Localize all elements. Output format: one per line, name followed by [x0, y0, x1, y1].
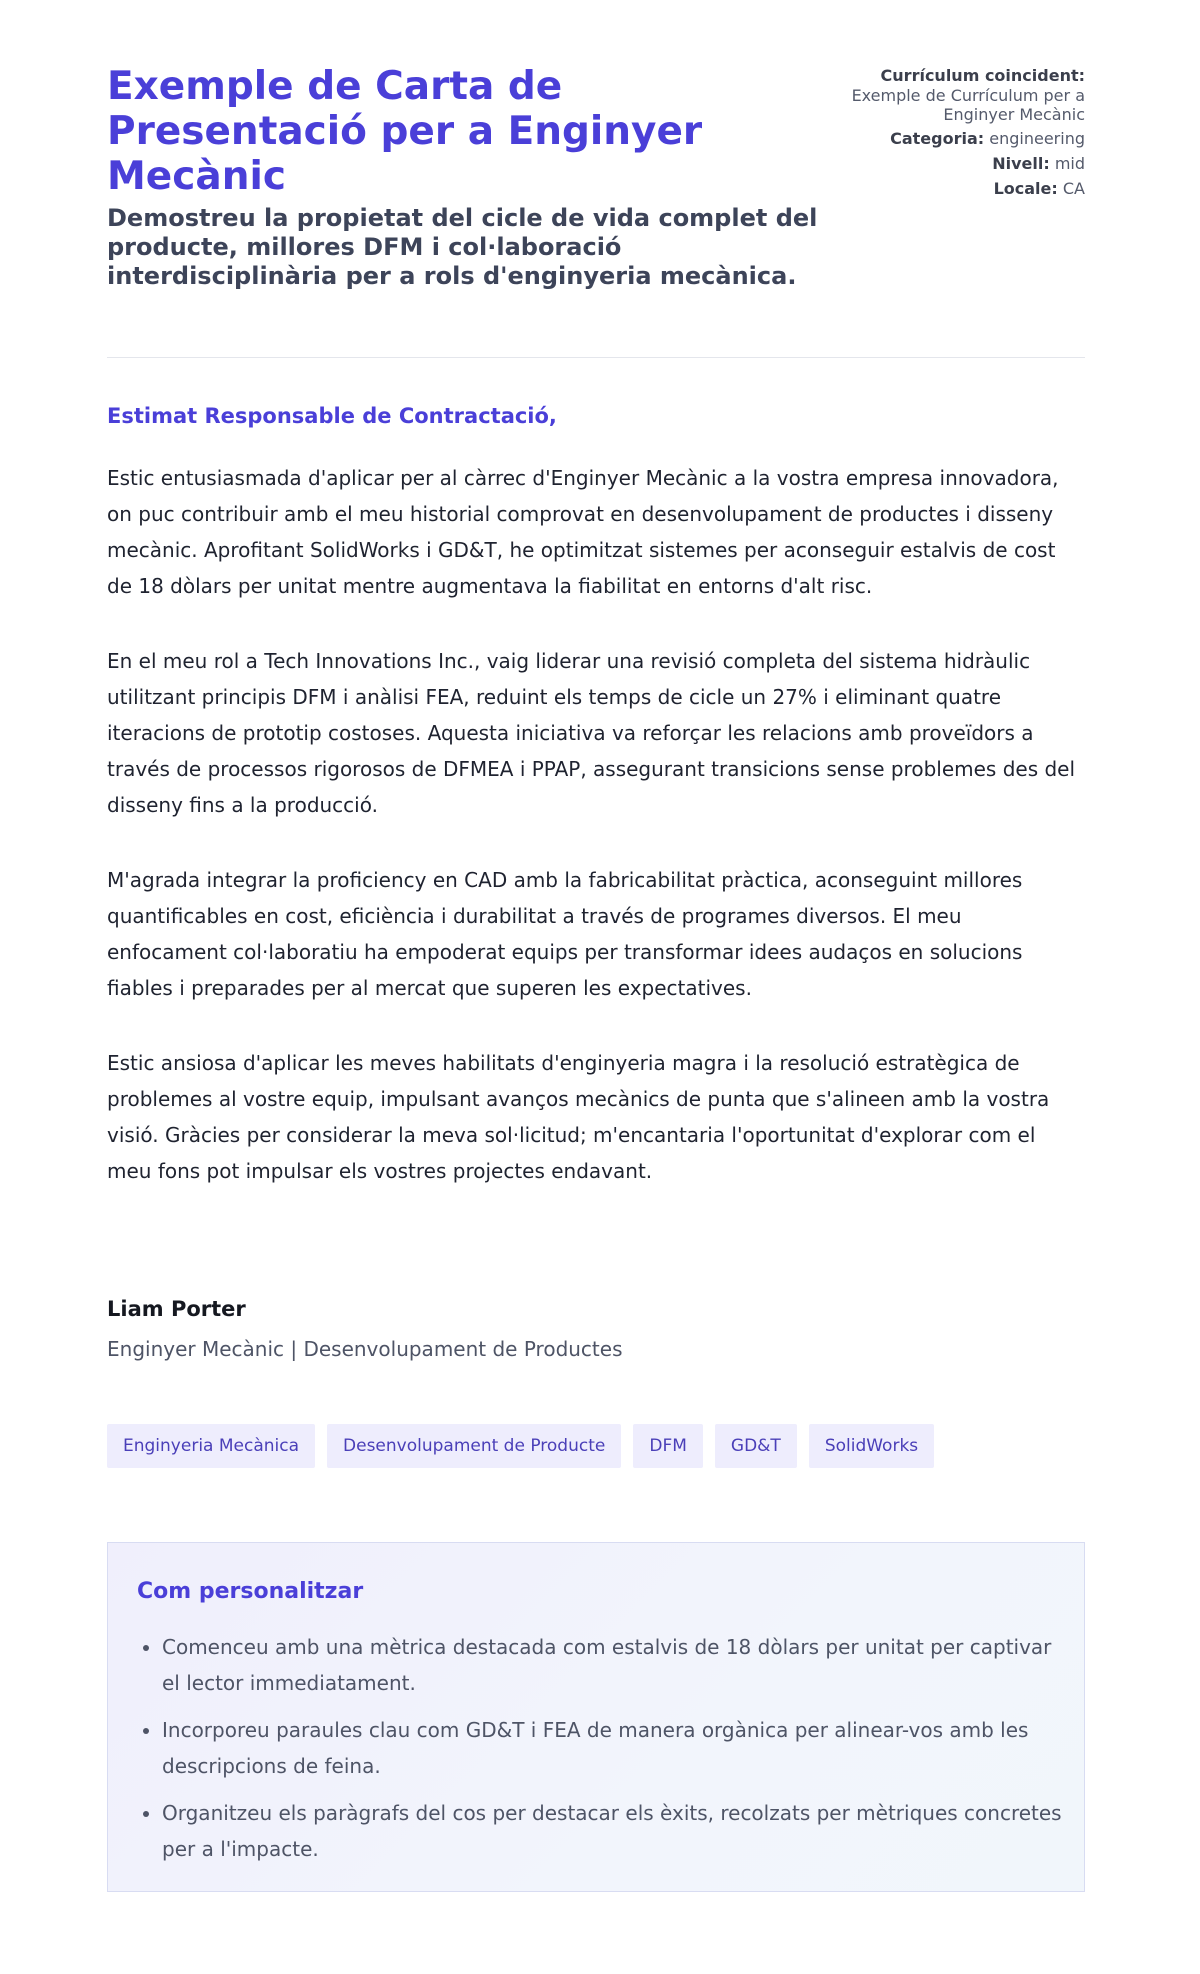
- meta-level: [825, 154, 1085, 174]
- cover-letter-content: [107, 64, 1085, 1861]
- meta-locale-value: CA: [1062, 178, 1085, 198]
- tag[interactable]: DFM: [633, 1424, 703, 1468]
- meta-level-label: Nivell:: [992, 153, 1050, 173]
- page-subtitle: Demostreu la propietat del cicle de vida complet del producte, millores DFM i col·laboració interdisciplinària per a rols d'enginyeria mecànica.: [107, 204, 818, 290]
- meta-level-value: mid: [1054, 153, 1085, 173]
- meta-locale-label: Locale:: [993, 178, 1058, 198]
- tag-list: [107, 1424, 934, 1468]
- meta-resume-value: Exemple de Currículum per a Enginyer Mecànic: [851, 85, 1085, 124]
- tips-list: [137, 1629, 1072, 1878]
- tip-item: • Comenceu amb una mètrica destacada com estalvis de 18 dòlars per unitat per captivar el lector immediatament.: [162, 1629, 1072, 1701]
- meta-locale: [825, 179, 1085, 199]
- letter-paragraph: Estic ansiosa d'aplicar les meves habilitats d'enginyeria magra i la resolució estratègica de problemes al vostre equip, impulsant avanços mecànics de punta que s'alineen amb la vostra visió. Gràcies per considerar la meva sol·licitud; m'encantaria l'oportunitat d'explorar com el meu fons pot impulsar els vostres projectes endavant.: [107, 1051, 1050, 1183]
- signature-name: Liam Porter: [107, 1297, 246, 1321]
- tag[interactable]: Desenvolupament de Producte: [327, 1424, 621, 1468]
- meta-resume: [825, 66, 1085, 125]
- tips-title: Com personalitzar: [137, 1579, 364, 1604]
- meta-category: [825, 129, 1085, 149]
- signature-block: [107, 1294, 623, 1364]
- meta-category-value: engineering: [989, 128, 1085, 148]
- meta-resume-label: Currículum coincident:: [880, 66, 1085, 85]
- metadata-panel: [825, 66, 1085, 204]
- tag[interactable]: GD&T: [715, 1424, 797, 1468]
- tag[interactable]: Enginyeria Mecànica: [107, 1424, 315, 1468]
- letter-paragraph: En el meu rol a Tech Innovations Inc., vaig liderar una revisió completa del sistema hidràulic utilitzant principis DFM i anàlisi FEA, reduint els temps de cicle un 27% i eliminant quatre iteracions de prototip costoses. Aquesta iniciativa va reforçar les relacions amb proveïdors a través de processos rigorosos de DFMEA i PPAP, assegurant transicions sense problemes des del disseny fins a la producció.: [107, 649, 1076, 817]
- signature-role: Enginyer Mecànic | Desenvolupament de Productes: [107, 1337, 623, 1361]
- tip-item: • Incorporeu paraules clau com GD&T i FEA de manera orgànica per alinear-vos amb les descripcions de feina.: [162, 1712, 1072, 1784]
- meta-category-label: Categoria:: [890, 128, 985, 148]
- letter-greeting: Estimat Responsable de Contractació,: [107, 404, 557, 428]
- page-header: [107, 64, 1085, 356]
- letter-body: [107, 460, 1085, 1228]
- customization-tips-box: [107, 1542, 1085, 1892]
- page-title: Exemple de Carta de Presentació per a Enginyer Mecànic: [107, 64, 703, 199]
- tip-item: • Organitzeu els paràgrafs del cos per destacar els èxits, recolzats per mètriques concretes per a l'impacte.: [162, 1795, 1072, 1867]
- letter-paragraph: M'agrada integrar la proficiency en CAD amb la fabricabilitat pràctica, aconseguint millores quantificables en cost, eficiència i durabilitat a través de programes diversos. El meu enfocament col·laboratiu ha empoderat equips per transformar idees audaços en solucions fiables i preparades per al mercat que superen les expectatives.: [107, 868, 1023, 1000]
- letter-paragraph: Estic entusiasmada d'aplicar per al càrrec d'Enginyer Mecànic a la vostra empresa innovadora, on puc contribuir amb el meu historial comprovat en desenvolupament de productes i disseny mecànic. Aprofitant SolidWorks i GD&T, he optimitzat sistemes per aconseguir estalvis de cost de 18 dòlars per unitat mentre augmentava la fiabilitat en entorns d'alt risc.: [107, 466, 1059, 598]
- header-divider: [107, 357, 1085, 358]
- tag[interactable]: SolidWorks: [809, 1424, 934, 1468]
